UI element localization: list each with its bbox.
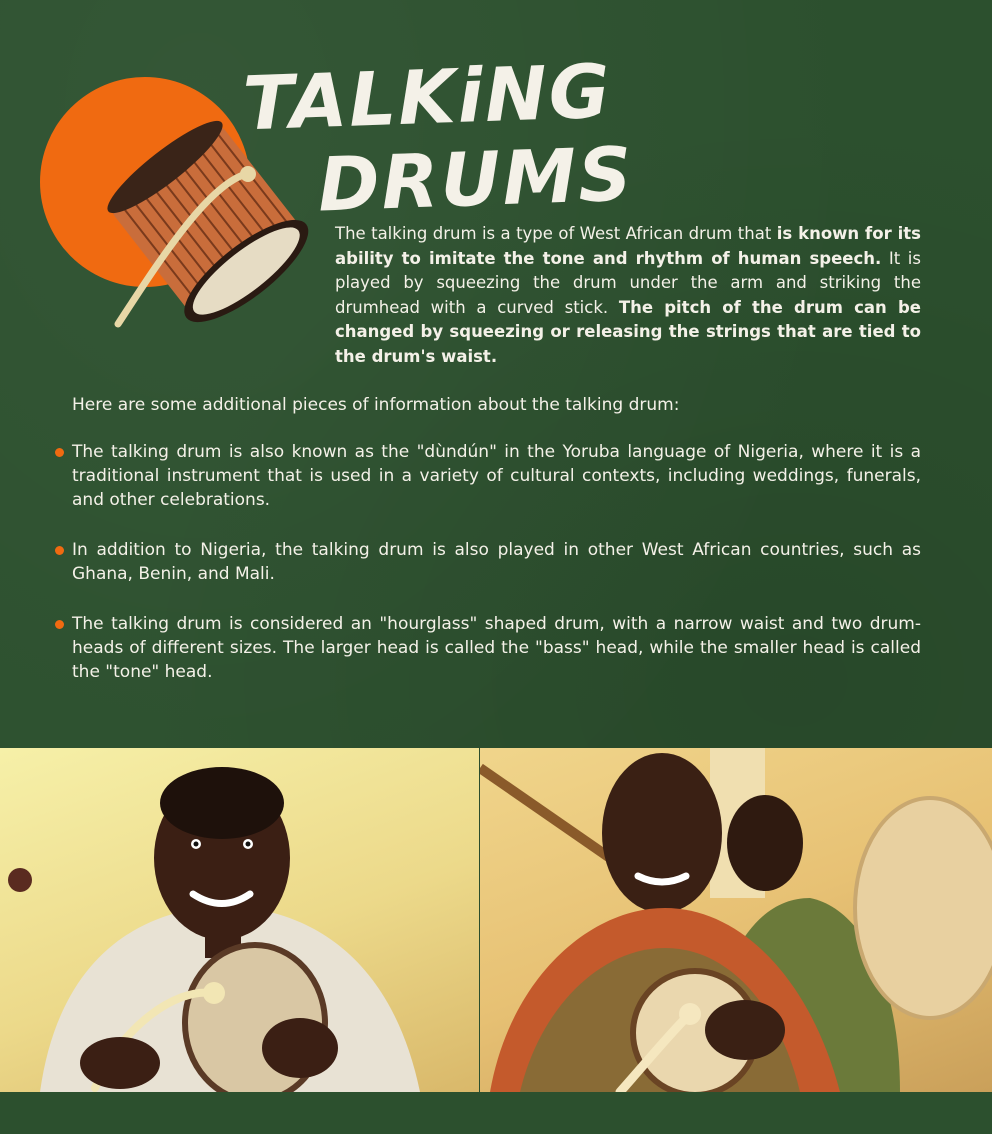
facts-list — [55, 440, 921, 710]
title-line-1: TALKiNG — [241, 48, 613, 148]
fact-text: The talking drum is considered an "hourglass" shaped drum, with a narrow waist and two drum-heads of different sizes. The larger head is called the "bass" head, while the smaller head is called the "tone" head. — [72, 614, 921, 682]
intro-paragraph — [335, 222, 921, 369]
bottom-band — [0, 1092, 992, 1134]
photo-left-scene — [0, 748, 479, 1092]
intro-text-2: It is played by squeezing the drum under the arm and striking the drumhead with a curved stick. — [335, 248, 921, 317]
bullet-dot-icon — [55, 448, 64, 457]
bullet-dot-icon — [55, 620, 64, 629]
fact-text: In addition to Nigeria, the talking drum is also played in other West African countries, such as Ghana, Benin, and Mali. — [72, 540, 921, 584]
intro-text-1: The talking drum is a type of West African drum that — [335, 224, 777, 243]
lead-sentence: Here are some additional pieces of information about the talking drum: — [72, 395, 680, 415]
fact-text: The talking drum is also known as the "dùndún" in the Yoruba language of Nigeria, where it is a traditional instrument that is used in a variety of cultural contexts, including weddings, funerals, and other celebrations. — [72, 442, 921, 510]
fact-item — [55, 612, 921, 684]
photo-right-scene — [480, 748, 992, 1092]
intro-bold-2: The pitch of the drum can be changed by squeezing or releasing the strings that are tied to the drum's waist. — [335, 297, 921, 366]
fact-item — [55, 538, 921, 586]
photo-boys-with-instruments — [480, 748, 992, 1092]
intro-bold-1: is known for its ability to imitate the tone and rhythm of human speech. — [335, 224, 921, 268]
title-line-2: DRUMS — [316, 131, 635, 229]
fact-item — [55, 440, 921, 512]
bullet-dot-icon — [55, 546, 64, 555]
photo-boy-with-drum — [0, 748, 479, 1092]
